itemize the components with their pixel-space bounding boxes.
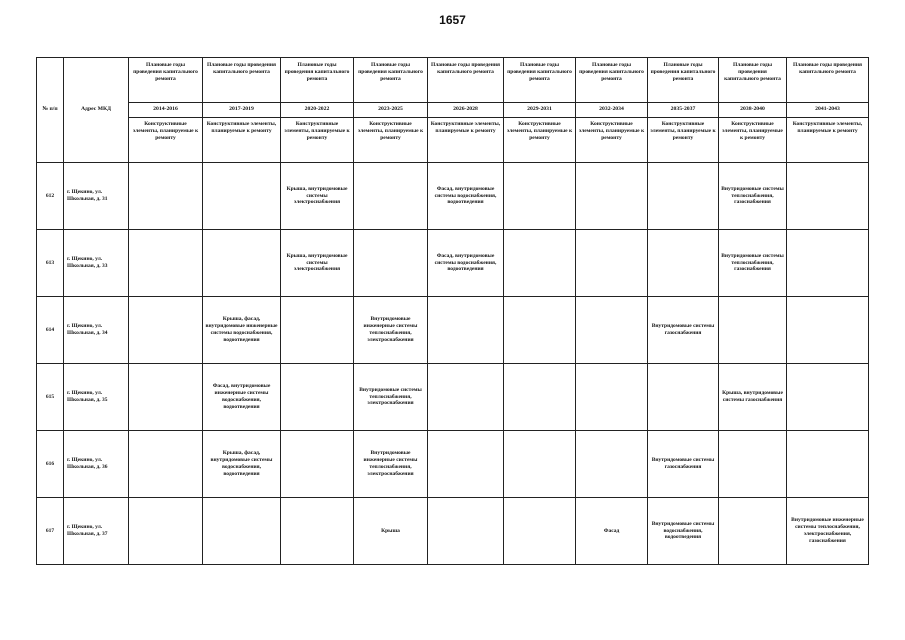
row-number: 615 bbox=[37, 364, 64, 431]
repair-cell bbox=[504, 498, 576, 565]
repair-cell bbox=[129, 364, 203, 431]
period-years: 2041-2043 bbox=[787, 103, 869, 118]
table-row bbox=[37, 230, 869, 297]
elements-subheader: Конструктивные элементы, планируемые к ремонту bbox=[787, 118, 869, 163]
repair-cell bbox=[576, 364, 648, 431]
repair-cell bbox=[203, 230, 281, 297]
repair-cell bbox=[281, 297, 354, 364]
repair-cell bbox=[129, 163, 203, 230]
repair-cell: Крыша, внутридомовые системы газоснабжения bbox=[719, 364, 787, 431]
table-row bbox=[37, 297, 869, 364]
period-header: Плановые годы проведения капитального ремонта bbox=[648, 58, 719, 103]
repair-cell: Внутридомовые системы газоснабжения bbox=[648, 297, 719, 364]
repair-cell: Внутридомовые системы теплоснабжения, газоснабжения bbox=[719, 230, 787, 297]
repair-cell bbox=[354, 230, 428, 297]
repair-cell bbox=[576, 431, 648, 498]
repair-cell bbox=[787, 297, 869, 364]
row-address: г. Щекино, ул. Школьная, д. 31 bbox=[64, 163, 129, 230]
elements-subheader: Конструктивные элементы, планируемые к ремонту bbox=[576, 118, 648, 163]
elements-subheader: Конструктивные элементы, планируемые к ремонту bbox=[504, 118, 576, 163]
repair-cell: Крыша, фасад, внутридомовые инженерные системы водоснабжения, водоотведения bbox=[203, 297, 281, 364]
repair-cell bbox=[428, 498, 504, 565]
repair-cell: Внутридомовые инженерные системы теплоснабжения, электроснабжения bbox=[354, 297, 428, 364]
row-number: 616 bbox=[37, 431, 64, 498]
period-header: Плановые годы проведения капитального ремонта bbox=[428, 58, 504, 103]
repair-cell bbox=[129, 230, 203, 297]
repair-cell bbox=[354, 163, 428, 230]
repair-cell bbox=[129, 297, 203, 364]
table-row bbox=[37, 163, 869, 230]
period-header: Плановые годы проведения капитального ремонта bbox=[787, 58, 869, 103]
capital-repair-table bbox=[36, 57, 869, 565]
repair-cell bbox=[787, 364, 869, 431]
repair-cell: Внутридомовые системы газоснабжения bbox=[648, 431, 719, 498]
repair-cell: Внутридомовые инженерные системы теплоснабжения, электроснабжения, газоснабжения bbox=[787, 498, 869, 565]
period-years: 2026-2028 bbox=[428, 103, 504, 118]
repair-cell bbox=[576, 163, 648, 230]
elements-subheader: Конструктивные элементы, планируемые к ремонту bbox=[129, 118, 203, 163]
repair-cell: Фасад bbox=[576, 498, 648, 565]
repair-cell bbox=[719, 297, 787, 364]
row-address: г. Щекино, ул. Школьная, д. 35 bbox=[64, 364, 129, 431]
repair-cell bbox=[787, 163, 869, 230]
repair-cell bbox=[504, 297, 576, 364]
elements-subheader: Конструктивные элементы, планируемые к ремонту bbox=[648, 118, 719, 163]
row-address: г. Щекино, ул. Школьная, д. 37 bbox=[64, 498, 129, 565]
period-header: Плановые годы проведения капитального ремонта bbox=[354, 58, 428, 103]
repair-cell: Крыша, внутридомовые системы электроснабжения bbox=[281, 163, 354, 230]
period-years: 2035-2037 bbox=[648, 103, 719, 118]
period-header: Плановые годы проведения капитального ремонта bbox=[576, 58, 648, 103]
page-number: 1657 bbox=[439, 13, 466, 27]
repair-cell bbox=[281, 498, 354, 565]
repair-cell bbox=[719, 498, 787, 565]
address-header: Адрес МКД bbox=[64, 58, 129, 163]
period-header: Плановые годы проведения капитального ремонта bbox=[203, 58, 281, 103]
row-number: 617 bbox=[37, 498, 64, 565]
repair-cell bbox=[787, 431, 869, 498]
repair-cell bbox=[719, 431, 787, 498]
repair-cell: Крыша, фасад, внутридомовые системы водоснабжения, водоотведения bbox=[203, 431, 281, 498]
period-years: 2020-2022 bbox=[281, 103, 354, 118]
table-row bbox=[37, 498, 869, 565]
repair-cell bbox=[576, 297, 648, 364]
repair-cell: Крыша bbox=[354, 498, 428, 565]
repair-cell bbox=[281, 431, 354, 498]
repair-cell bbox=[504, 230, 576, 297]
elements-subheader: Конструктивные элементы, планируемые к ремонту bbox=[354, 118, 428, 163]
repair-cell bbox=[787, 230, 869, 297]
repair-cell bbox=[203, 163, 281, 230]
repair-cell bbox=[281, 364, 354, 431]
row-address: г. Щекино, ул. Школьная, д. 36 bbox=[64, 431, 129, 498]
repair-cell bbox=[428, 297, 504, 364]
period-header: Плановые годы проведения капитального ремонта bbox=[719, 58, 787, 103]
repair-cell: Внутридомовые инженерные системы теплоснабжения, электроснабжения bbox=[354, 431, 428, 498]
repair-cell bbox=[648, 230, 719, 297]
num-header: № п/п bbox=[37, 58, 64, 163]
row-number: 613 bbox=[37, 230, 64, 297]
repair-cell: Фасад, внутридомовые системы водоснабжения, водоотведения bbox=[428, 230, 504, 297]
period-years: 2029-2031 bbox=[504, 103, 576, 118]
repair-cell bbox=[504, 364, 576, 431]
repair-cell bbox=[504, 163, 576, 230]
row-address: г. Щекино, ул. Школьная, д. 34 bbox=[64, 297, 129, 364]
elements-subheader: Конструктивные элементы, планируемые к ремонту bbox=[203, 118, 281, 163]
period-years: 2032-2034 bbox=[576, 103, 648, 118]
period-years: 2038-2040 bbox=[719, 103, 787, 118]
row-number: 614 bbox=[37, 297, 64, 364]
repair-cell bbox=[203, 498, 281, 565]
elements-subheader: Конструктивные элементы, планируемые к ремонту bbox=[428, 118, 504, 163]
table-row bbox=[37, 431, 869, 498]
repair-cell bbox=[129, 498, 203, 565]
period-years: 2014-2016 bbox=[129, 103, 203, 118]
period-years: 2023-2025 bbox=[354, 103, 428, 118]
repair-cell bbox=[504, 431, 576, 498]
repair-cell: Фасад, внутридомовые системы водоснабжения, водоотведения bbox=[428, 163, 504, 230]
repair-cell bbox=[648, 364, 719, 431]
table-row bbox=[37, 364, 869, 431]
repair-cell bbox=[428, 431, 504, 498]
period-header: Плановые годы проведения капитального ремонта bbox=[129, 58, 203, 103]
period-years: 2017-2019 bbox=[203, 103, 281, 118]
period-header: Плановые годы проведения капитального ремонта bbox=[504, 58, 576, 103]
repair-cell bbox=[129, 431, 203, 498]
repair-cell: Фасад, внутридомовые инженерные системы водоснабжения, водоотведения bbox=[203, 364, 281, 431]
elements-subheader: Конструктивные элементы, планируемые к ремонту bbox=[281, 118, 354, 163]
repair-cell: Внутридомовые системы водоснабжения, водоотведения bbox=[648, 498, 719, 565]
repair-cell bbox=[428, 364, 504, 431]
elements-subheader: Конструктивные элементы, планируемые к ремонту bbox=[719, 118, 787, 163]
period-header: Плановые годы проведения капитального ремонта bbox=[281, 58, 354, 103]
row-number: 612 bbox=[37, 163, 64, 230]
repair-cell bbox=[576, 230, 648, 297]
repair-cell: Крыша, внутридомовые системы электроснабжения bbox=[281, 230, 354, 297]
repair-cell bbox=[648, 163, 719, 230]
repair-cell: Внутридомовые системы теплоснабжения, газоснабжения bbox=[719, 163, 787, 230]
row-address: г. Щекино, ул. Школьная, д. 33 bbox=[64, 230, 129, 297]
repair-cell: Внутридомовые системы теплоснабжения, электроснабжения bbox=[354, 364, 428, 431]
